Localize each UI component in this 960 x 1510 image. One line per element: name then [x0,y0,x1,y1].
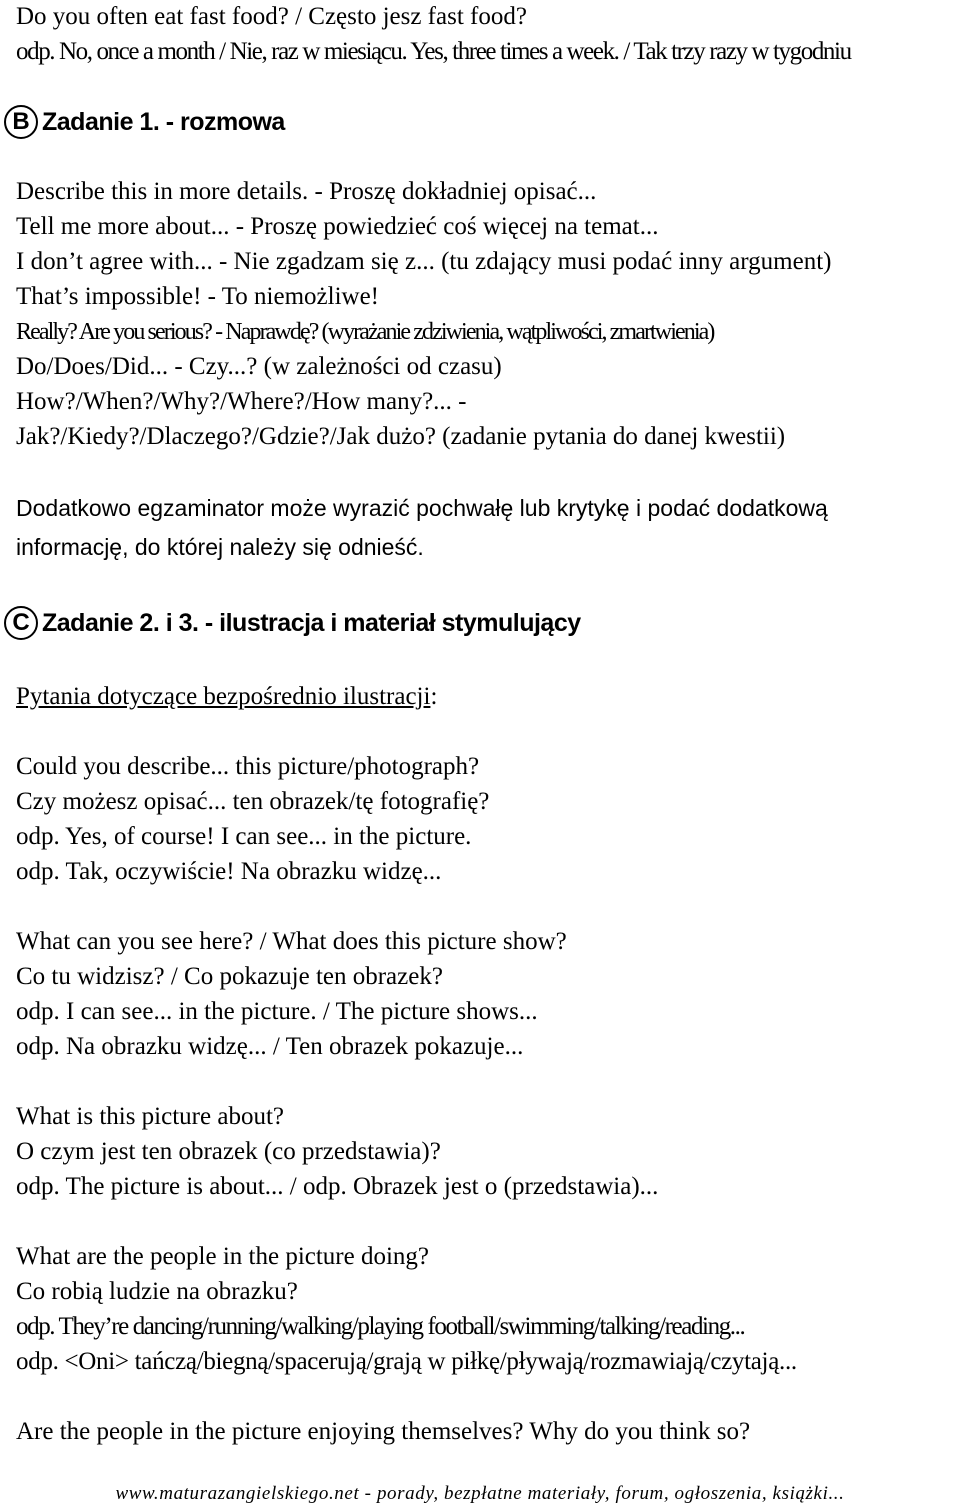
text-line: Do/Does/Did... - Czy...? (w zależności od czasu) [16,353,502,380]
section-b-heading [4,102,285,142]
section-title: Zadanie 1. - rozmowa [42,107,285,136]
section-c-heading [4,603,581,643]
text-line: Describe this in more details. - Proszę dokładniej opisać... [16,178,597,205]
text-line: Are the people in the picture enjoying themselves? Why do you think so? [16,1418,751,1445]
subheading [16,682,437,712]
subheading-colon: : [430,683,438,710]
footer-website: www.maturazangielskiego.net - porady, bezpłatne materiały, forum, ogłoszenia, książki... [115,1483,845,1504]
text-line: informację, do której należy się odnieść. [16,534,424,560]
section-title: Zadanie 2. i 3. - ilustracja i materiał stymulujący [42,608,581,637]
text-line: odp. I can see... in the picture. / The picture shows... [16,998,538,1025]
text-line: odp. Na obrazku widzę... / Ten obrazek pokazuje... [16,1033,524,1060]
text-line: Tell me more about... - Proszę powiedzieć coś więcej na temat... [16,213,659,240]
text-line: Really? Are you serious? - Naprawdę? (wyrażanie zdziwienia, wątpliwości, zmartwienia) [16,319,714,345]
text-line: odp. They’re dancing/running/walking/playing football/swimming/talking/reading... [16,1313,745,1340]
text-line: What is this picture about? [16,1103,284,1130]
section-letter-badge: B [4,105,38,139]
subheading-text: Pytania dotyczące bezpośrednio ilustracji [16,683,431,710]
text-line: Could you describe... this picture/photograph? [16,753,480,780]
text-line: O czym jest ten obrazek (co przedstawia)? [16,1138,441,1165]
text-line: Czy możesz opisać... ten obrazek/tę fotografię? [16,788,490,815]
text-line: odp. No, once a month / Nie, raz w miesiącu. Yes, three times a week. / Tak trzy razy w tygodniu [16,38,851,65]
text-line: I don’t agree with... - Nie zgadzam się z... (tu zdający musi podać inny argument) [16,248,832,275]
text-line: What are the people in the picture doing? [16,1243,430,1270]
text-line: odp. <Oni> tańczą/biegną/spacerują/grają w piłkę/pływają/rozmawiają/czytają... [16,1348,797,1375]
text-line: That’s impossible! - To niemożliwe! [16,283,380,310]
text-line: odp. The picture is about... / odp. Obrazek jest o (przedstawia)... [16,1173,659,1200]
text-line: Co tu widzisz? / Co pokazuje ten obrazek? [16,963,443,990]
text-line: Jak?/Kiedy?/Dlaczego?/Gdzie?/Jak dużo? (zadanie pytania do danej kwestii) [16,423,786,450]
text-line: odp. Yes, of course! I can see... in the picture. [16,823,472,850]
text-line: Co robią ludzie na obrazku? [16,1278,298,1305]
text-line: What can you see here? / What does this picture show? [16,928,567,955]
text-line: odp. Tak, oczywiście! Na obrazku widzę... [16,858,442,885]
text-line: Do you often eat fast food? / Często jesz fast food? [16,3,527,30]
text-line: How?/When?/Why?/Where?/How many?... - [16,388,467,415]
section-letter-badge: C [4,606,38,640]
text-line: Dodatkowo egzaminator może wyrazić pochwałę lub krytykę i podać dodatkową [16,495,828,521]
